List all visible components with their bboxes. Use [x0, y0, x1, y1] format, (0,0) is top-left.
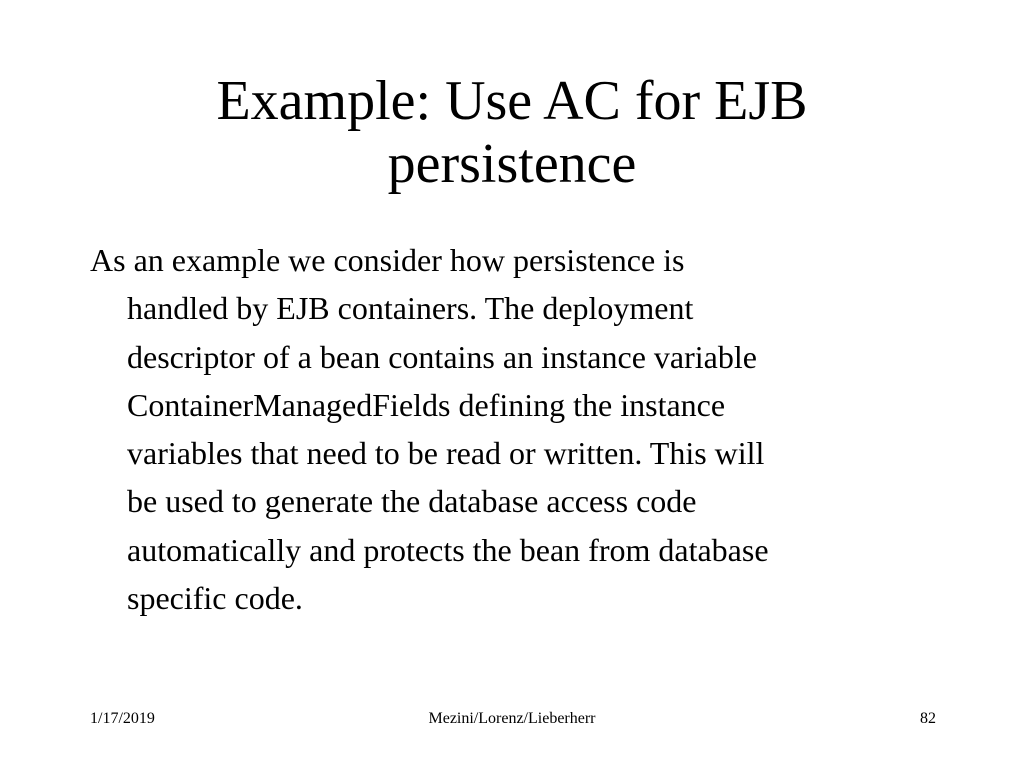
footer-authors-text: Mezini/Lorenz/Lieberherr: [428, 710, 596, 727]
body-line: ContainerManagedFields defining the instance: [127, 386, 726, 423]
slide-title-line: persistence: [387, 133, 637, 195]
body-line: specific code.: [127, 580, 303, 617]
body-line: variables that need to be read or written. This will: [127, 435, 765, 472]
slide-title: [60, 70, 964, 196]
body-line: be used to generate the database access code: [127, 483, 697, 520]
footer-page-number: 82: [920, 710, 936, 727]
footer-date: 1/17/2019: [90, 710, 155, 727]
body-line: automatically and protects the bean from database: [127, 531, 769, 568]
body-line: descriptor of a bean contains an instance variable: [127, 338, 757, 375]
body-line: handled by EJB containers. The deployment: [127, 290, 694, 327]
slide-body: [90, 236, 950, 622]
slide-title-line: Example: Use AC for EJB: [216, 70, 808, 132]
footer-authors: [0, 709, 1024, 729]
body-line: As an example we consider how persistence is: [90, 242, 685, 278]
body-paragraph: [90, 236, 950, 622]
